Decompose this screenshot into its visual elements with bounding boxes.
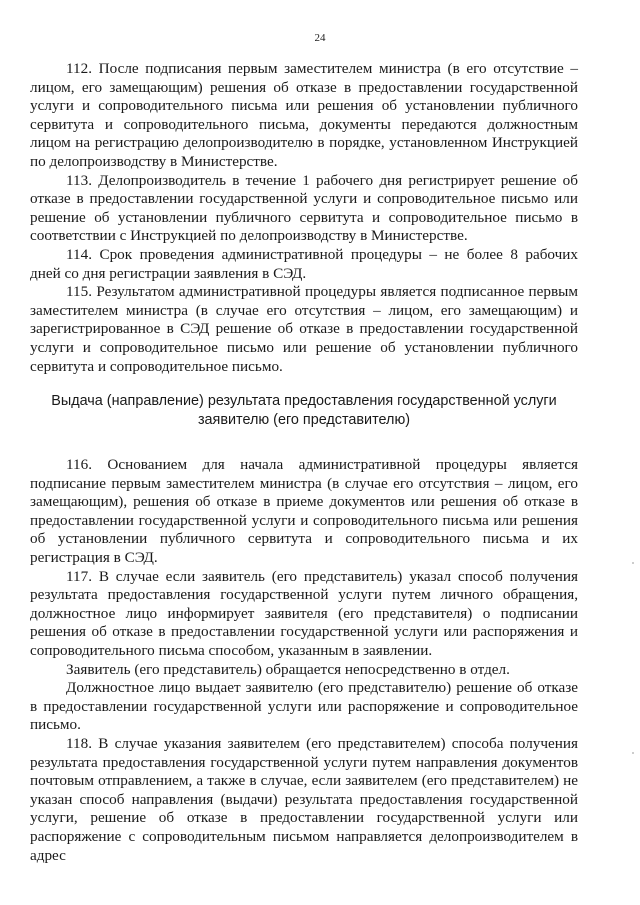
margin-speck <box>632 562 634 564</box>
paragraph-117: 117. В случае если заявитель (его представитель) указал способ получения результата предоставления государственной услуги путем личного обращения, должностное лицо информирует заявителя (его представителя) о подписании решения об отказе в предоставлении государственной услуги или распоряжения и сопроводительного письма способом, указанным в заявлении. <box>30 567 578 660</box>
paragraph-118: 118. В случае указания заявителем (его представителем) способа получения результата предоставления государственной услуги путем направления документов почтовым отправлением, а также в случае, если заявителем (его представителем) не указан способ направления (выдачи) результата предоставления государственной услуги, решение об отказе в предоставлении государственной услуги или распоряжение с сопроводительным письмом направляется делопроизводителем в адрес <box>30 735 578 864</box>
paragraph-114: 114. Срок проведения административной процедуры – не более 8 рабочих дней со дня регистрации заявления в СЭД. <box>30 245 578 282</box>
margin-speck <box>632 752 634 754</box>
paragraph-117-applicant-visit: Заявитель (его представитель) обращается непосредственно в отдел. <box>66 660 510 678</box>
page-number: 24 <box>314 32 326 44</box>
document-body <box>30 60 578 865</box>
section-heading: Выдача (направление) результата предоставления государственной услуги заявителю (его представителю) <box>51 393 557 429</box>
paragraph-112: 112. После подписания первым заместителем министра (в его отсутствие – лицом, его замещающим) решения об отказе в предоставлении государственной услуги и сопроводительного письма или решения об установлении публичного сервитута и сопроводительного письма, документы передаются должностным лицом на регистрацию делопроизводителю в порядке, установленном Инструкцией по делопроизводству в Министерстве. <box>30 60 578 170</box>
paragraph-117-official-issues: Должностное лицо выдает заявителю (его представителю) решение об отказе в предоставлении государственной услуги или распоряжение и сопроводительное письмо. <box>30 679 578 734</box>
paragraph-115: 115. Результатом административной процедуры является подписанное первым заместителем министра (в случае его отсутствия – лицом, его замещающим) и зарегистрированное в СЭД решение об отказе в предоставлении государственной услуги и сопроводительное письмо или решение об установлении публичного сервитута и сопроводительное письмо. <box>30 283 578 375</box>
paragraph-113: 113. Делопроизводитель в течение 1 рабочего дня регистрирует решение об отказе в предоставлении государственной услуги и сопроводительное письмо или решение об установлении публичного сервитута и сопроводительное письмо в соответствии с Инструкцией по делопроизводству в Министерстве. <box>30 171 578 245</box>
paragraph-116: 116. Основанием для начала административной процедуры является подписание первым заместителем министра (в случае его отсутствия – лицом, его замещающим), решения об отказе в приеме документов или решения об отказе в предоставлении государственной услуги и сопроводительного письма или решения об установлении публичного сервитута и сопроводительного письма и их регистрация в СЭД. <box>30 456 578 567</box>
